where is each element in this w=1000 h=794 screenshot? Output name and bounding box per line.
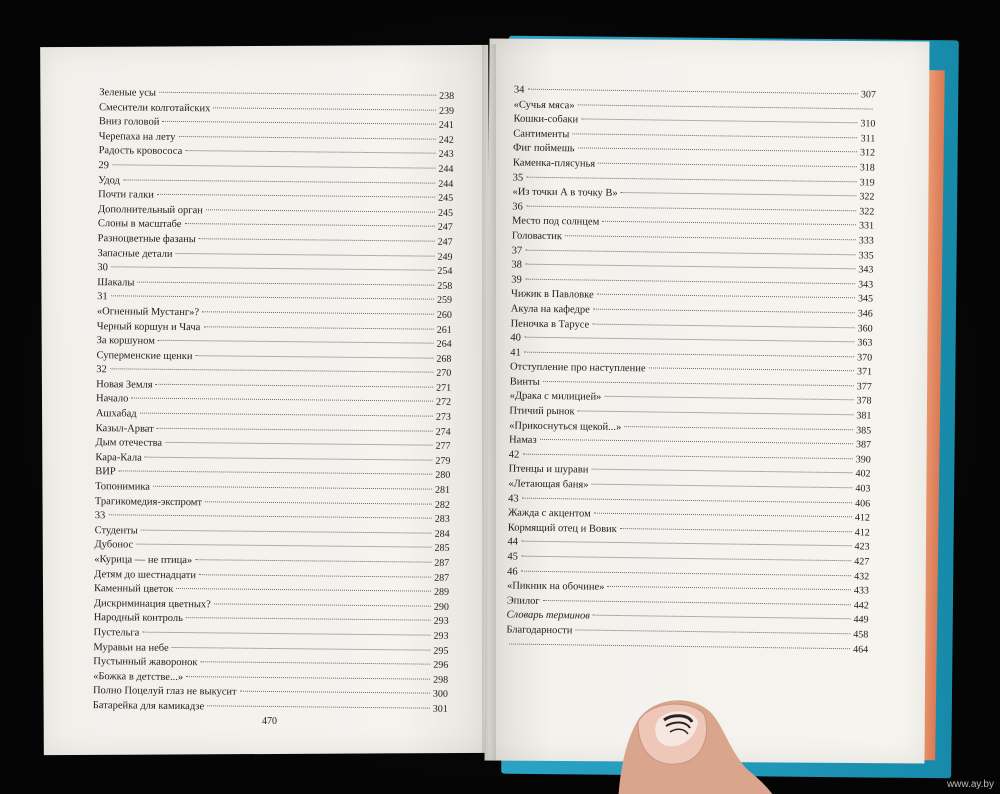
toc-entry-page: 390 <box>855 454 871 466</box>
dot-leader <box>592 323 854 328</box>
toc-entry-title: Суперменские щенки <box>96 349 193 362</box>
toc-entry-page: 287 <box>434 557 450 569</box>
toc-entry-title: «Летающая баня» <box>508 478 589 491</box>
toc-entry-page: 433 <box>853 585 870 597</box>
toc-entry-title: Кошки-собаки <box>513 113 579 126</box>
toc-entry-page: 244 <box>438 178 454 190</box>
toc-entry-page: 241 <box>438 119 454 132</box>
watermark: www.ay.by <box>946 779 994 790</box>
dot-leader <box>521 556 851 562</box>
toc-entry-page: 274 <box>435 426 451 438</box>
toc-entry-title: Черепаха на лету <box>98 130 176 143</box>
toc-entry-title: «Прикоснуться щекой...» <box>509 420 622 433</box>
dot-leader <box>158 340 434 344</box>
dot-leader <box>593 309 855 314</box>
toc-entry-title: Дубонос <box>94 539 134 551</box>
dot-leader <box>145 456 433 460</box>
toc-entry-page: 247 <box>437 236 453 248</box>
toc-entry-title: Детям до шестнадцати <box>94 568 197 581</box>
toc-entry-title: Эпилог <box>506 595 540 607</box>
toc-entry-page: 279 <box>435 455 451 467</box>
dot-leader <box>578 148 857 153</box>
toc-entry-title: 35 <box>512 172 524 184</box>
toc-entry-title: 39 <box>511 274 522 286</box>
dot-leader <box>649 368 854 372</box>
toc-entry-page: 296 <box>433 659 449 672</box>
toc-entry-page: 427 <box>854 556 870 568</box>
toc-entry-page: 412 <box>854 512 871 524</box>
toc-entry-page: 261 <box>436 324 452 336</box>
toc-entry-page: 268 <box>436 353 452 365</box>
toc-entry-page: 378 <box>856 395 872 407</box>
toc-entry-title: Фиг поймешь <box>513 142 575 155</box>
dot-leader <box>521 570 851 576</box>
toc-entry-title: Трагикомедия-экспромт <box>94 495 203 508</box>
dot-leader <box>213 107 436 110</box>
dot-leader <box>153 486 432 490</box>
toc-entry-title: Разноцветные фазаны <box>97 233 196 246</box>
toc-entry-page: 259 <box>437 295 453 307</box>
toc-entry-page: 244 <box>438 163 454 175</box>
dot-leader <box>157 427 433 431</box>
dot-leader <box>620 528 852 532</box>
toc-entry-page: 245 <box>438 192 454 205</box>
toc-entry-page: 285 <box>434 543 450 555</box>
toc-entry-title: Жажда с акцентом <box>507 507 591 520</box>
toc-entry-title: Головастик <box>511 230 563 243</box>
toc-entry-page: 381 <box>856 410 872 422</box>
dot-leader <box>593 615 851 620</box>
toc-entry-title: 32 <box>96 364 107 376</box>
toc-entry-page: 458 <box>853 629 869 641</box>
dot-leader <box>565 235 856 240</box>
toc-entry-title: Зеленые усы <box>99 87 157 99</box>
toc-entry-page: 300 <box>432 689 448 701</box>
toc-entry-page: 377 <box>856 381 872 393</box>
dot-leader <box>591 469 852 474</box>
dot-leader <box>207 705 430 708</box>
toc-entry-title: 34 <box>513 84 525 96</box>
toc-entry-title: Батарейка для камикадзе <box>92 700 205 713</box>
toc-entry-page: 281 <box>435 484 451 496</box>
toc-entry-title: «Из точки А в точку В» <box>512 186 618 200</box>
toc-entry-title: «Курица — не птица» <box>94 554 193 567</box>
dot-leader <box>186 617 431 621</box>
toc-entry-title: Народный контроль <box>93 612 184 625</box>
dot-leader <box>602 221 856 226</box>
toc-entry-title: Радость кровососа <box>98 145 183 158</box>
toc-entry-page: 298 <box>433 674 449 686</box>
toc-entry-title: Дискриминация цветных? <box>93 597 211 611</box>
dot-leader <box>157 194 435 198</box>
toc-entry-title: «Драка с милицией» <box>509 390 602 404</box>
toc-entry-page: 412 <box>854 527 870 539</box>
toc-entry-page: 307 <box>860 89 876 101</box>
toc-entry-title: Удод <box>98 174 120 186</box>
toc-entry-page: 280 <box>435 470 451 482</box>
toc-entry-title: 43 <box>508 493 519 505</box>
dot-leader <box>111 296 434 300</box>
toc-entry-page: 243 <box>438 149 454 161</box>
toc-entry-title: Отступление про наступление <box>509 361 646 375</box>
toc-entry-page: 270 <box>436 367 452 380</box>
dot-leader <box>184 223 434 227</box>
dot-leader <box>108 514 431 518</box>
dot-leader <box>521 541 851 547</box>
toc-entry-title: Смесители колготайских <box>99 101 211 114</box>
dot-leader <box>162 121 436 125</box>
toc-entry-page: 318 <box>859 162 875 174</box>
toc-entry-title: Топонимика <box>95 481 151 493</box>
toc-entry-page: 343 <box>858 264 874 276</box>
dot-leader <box>591 484 852 489</box>
dot-leader <box>522 453 852 459</box>
toc-entry-page: 403 <box>855 483 871 495</box>
toc-entry-title: За коршуном <box>96 335 155 347</box>
toc-entry-title: «Божка в детстве...» <box>93 670 184 683</box>
toc-entry-page: 312 <box>859 147 876 159</box>
toc-entry-title: Пеночка в Тарусе <box>510 317 590 331</box>
toc-entry-title: 30 <box>97 262 108 274</box>
dot-leader <box>172 647 431 651</box>
dot-leader <box>214 603 431 606</box>
toc-entry-title: Дым отечества <box>95 437 163 450</box>
dot-leader <box>578 104 873 109</box>
toc-entry-title: Черный коршун и Чача <box>96 320 201 333</box>
dot-leader <box>123 179 435 183</box>
toc-entry-title: Шакалы <box>97 276 135 289</box>
toc-entry-page: 311 <box>860 133 876 145</box>
toc-entry-title: 37 <box>511 245 523 257</box>
toc-entry-title: 36 <box>512 201 523 213</box>
toc-entry-page: 423 <box>854 541 870 553</box>
toc-entry-page: 277 <box>435 440 451 453</box>
toc-entry-title: Полно Поцелуй глаз не выкусит <box>92 685 237 698</box>
dot-leader <box>156 384 434 388</box>
toc-entry-title: Винты <box>509 376 540 388</box>
dot-leader <box>176 588 431 592</box>
dot-leader <box>142 632 430 636</box>
toc-entry-page: 264 <box>436 338 452 350</box>
toc-entry-title: 46 <box>507 566 518 578</box>
toc-entry-page: 464 <box>853 643 869 656</box>
toc-entry-page: 322 <box>859 206 875 218</box>
toc-entry-title: Место под солнцем <box>511 215 600 229</box>
dot-leader <box>240 691 430 694</box>
dot-leader <box>522 497 852 503</box>
toc-entry-title: Ашхабад <box>95 408 137 420</box>
toc-entry-title: Благодарности <box>506 624 573 637</box>
toc-entry-title: 31 <box>97 291 108 303</box>
right-table-of-contents <box>506 84 876 658</box>
dot-leader <box>200 661 430 664</box>
toc-entry-page: 247 <box>437 222 453 234</box>
toc-entry-page: 239 <box>438 105 455 117</box>
toc-entry-page: 402 <box>855 468 871 480</box>
dot-leader <box>578 410 854 415</box>
dot-leader <box>110 369 433 373</box>
toc-entry-title: 38 <box>511 259 523 271</box>
dot-leader <box>525 264 855 270</box>
dot-leader <box>524 351 854 357</box>
toc-entry-title: Пустынный жаворонок <box>93 656 198 669</box>
toc-entry-page: 289 <box>433 586 450 599</box>
toc-entry-title: Студенты <box>94 524 138 537</box>
dot-leader <box>598 163 857 168</box>
dot-leader <box>607 586 851 590</box>
toc-entry-page: 310 <box>860 118 876 130</box>
dot-leader <box>186 676 430 680</box>
thumb-image <box>598 690 788 794</box>
toc-entry-page: 301 <box>432 703 448 715</box>
dot-leader <box>543 600 851 605</box>
dot-leader <box>159 92 436 96</box>
toc-entry-title: 41 <box>510 347 521 359</box>
toc-entry-title: 44 <box>507 536 519 549</box>
toc-entry-page: 387 <box>855 439 872 451</box>
toc-entry-title: Сантименты <box>513 128 570 141</box>
dot-leader <box>165 442 432 446</box>
dot-leader <box>509 643 850 649</box>
dot-leader <box>543 381 854 386</box>
dot-leader <box>131 398 433 402</box>
dot-leader <box>594 513 852 518</box>
toc-entry-title: «Огненный Мустанг»? <box>96 306 200 319</box>
toc-entry-page: 273 <box>435 411 451 423</box>
dot-leader <box>527 89 857 95</box>
toc-entry-title: Казыл-Арват <box>95 422 154 435</box>
toc-entry-title: Каменка-плясунья <box>512 157 596 170</box>
toc-entry-title: ВИР <box>95 466 116 478</box>
toc-entry-page: 343 <box>858 279 874 291</box>
toc-entry-title: Птенцы и шурави <box>508 463 589 477</box>
dot-leader <box>572 133 857 138</box>
toc-entry-page: 322 <box>859 191 875 203</box>
toc-entry-title: Пустельга <box>93 627 140 639</box>
toc-entry-page: 282 <box>434 499 450 511</box>
dot-leader <box>195 559 431 562</box>
dot-leader <box>597 294 855 299</box>
toc-entry-page: 258 <box>437 280 453 292</box>
dot-leader <box>525 278 855 284</box>
toc-entry-page: 283 <box>434 513 450 526</box>
toc-entry-page: 290 <box>433 601 449 613</box>
toc-entry-title: Новая Земля <box>96 379 153 391</box>
toc-entry-title: Кормящий отец и Вовик <box>507 522 617 535</box>
dot-leader <box>199 574 431 577</box>
toc-entry-page: 293 <box>433 630 449 642</box>
toc-entry-page: 287 <box>434 572 450 584</box>
book-gutter <box>482 44 496 760</box>
toc-entry-page: 272 <box>435 397 452 409</box>
toc-entry-title: «Пикник на обочине» <box>506 580 605 593</box>
toc-entry-page: 406 <box>855 497 871 510</box>
toc-entry-page: 319 <box>859 176 875 189</box>
toc-entry-page: 363 <box>857 337 873 349</box>
toc-entry-title: Дополнительный орган <box>97 203 203 216</box>
toc-entry-page: 371 <box>856 366 873 378</box>
toc-entry-title: Намаз <box>508 434 537 447</box>
left-page-number: 470 <box>262 716 277 727</box>
toc-entry-page: 284 <box>434 528 450 540</box>
dot-leader <box>137 281 434 285</box>
toc-entry-title: Почти галки <box>98 189 154 201</box>
toc-entry-page: 432 <box>854 570 870 583</box>
toc-entry-title: Кара-Кала <box>95 451 142 464</box>
toc-entry-title: 40 <box>510 332 522 344</box>
toc-entry-title: 29 <box>98 160 110 172</box>
dot-leader <box>140 413 433 417</box>
toc-entry-title: Акула на кафедре <box>510 303 590 316</box>
dot-leader <box>604 396 853 400</box>
dot-leader <box>178 136 435 140</box>
toc-entry-title: Начало <box>95 393 129 405</box>
toc-entry-title: «Сучья мяса» <box>513 99 575 111</box>
toc-entry-title: 42 <box>508 449 520 461</box>
dot-leader <box>176 252 435 256</box>
dot-leader <box>581 119 857 124</box>
dot-leader <box>525 249 855 255</box>
toc-entry-title: 45 <box>507 551 518 563</box>
toc-entry-title: Словарь терминов <box>506 609 590 622</box>
dot-leader <box>136 544 431 548</box>
toc-entry-page: 245 <box>437 207 454 219</box>
dot-leader <box>526 176 856 182</box>
dot-leader <box>205 501 432 504</box>
toc-entry-page: 346 <box>857 308 873 320</box>
toc-entry-page: 370 <box>857 352 873 364</box>
left-table-of-contents <box>93 86 455 717</box>
dot-leader <box>524 337 854 343</box>
toc-entry-title: Запасные детали <box>97 247 173 260</box>
toc-entry-page: 331 <box>858 220 875 232</box>
toc-entry-title: Птичий рынок <box>509 405 575 418</box>
dot-leader <box>621 192 857 196</box>
dot-leader <box>526 205 856 211</box>
toc-entry-page: 260 <box>436 309 452 321</box>
dot-leader <box>112 164 435 168</box>
toc-entry-page: 360 <box>857 322 873 335</box>
toc-entry-page: 271 <box>436 382 452 394</box>
toc-entry-page: 254 <box>437 265 453 277</box>
toc-entry-title: Чижик в Павловке <box>510 288 594 301</box>
toc-entry-title: Слоны в масштабе <box>97 218 182 231</box>
toc-entry-page: 385 <box>856 424 872 437</box>
dot-leader <box>199 238 435 241</box>
toc-entry-title: 33 <box>94 510 106 522</box>
toc-entry-page: 335 <box>858 249 874 262</box>
dot-leader <box>119 471 433 475</box>
toc-entry-page: 242 <box>438 134 454 146</box>
dot-leader <box>202 311 434 314</box>
toc-entry-page: 345 <box>857 293 874 305</box>
dot-leader <box>575 629 850 634</box>
dot-leader <box>540 439 853 444</box>
toc-entry-title: Вниз головой <box>98 116 160 128</box>
toc-entry-page: 333 <box>858 235 874 247</box>
toc-entry-page: 293 <box>433 616 449 628</box>
dot-leader <box>206 209 435 212</box>
dot-leader <box>624 426 853 430</box>
dot-leader <box>203 326 433 329</box>
toc-entry-title: Каменный цветок <box>93 583 174 596</box>
dot-leader <box>196 355 434 358</box>
toc-entry-page: 249 <box>437 251 453 263</box>
toc-entry-page: 238 <box>439 90 455 102</box>
toc-entry-title: Муравьи на небе <box>93 641 169 654</box>
dot-leader <box>185 150 435 154</box>
dot-leader <box>111 266 434 270</box>
toc-entry-page: 442 <box>853 600 869 612</box>
dot-leader <box>141 529 432 533</box>
toc-entry-page: 449 <box>853 614 869 626</box>
toc-entry-page: 295 <box>433 645 449 657</box>
